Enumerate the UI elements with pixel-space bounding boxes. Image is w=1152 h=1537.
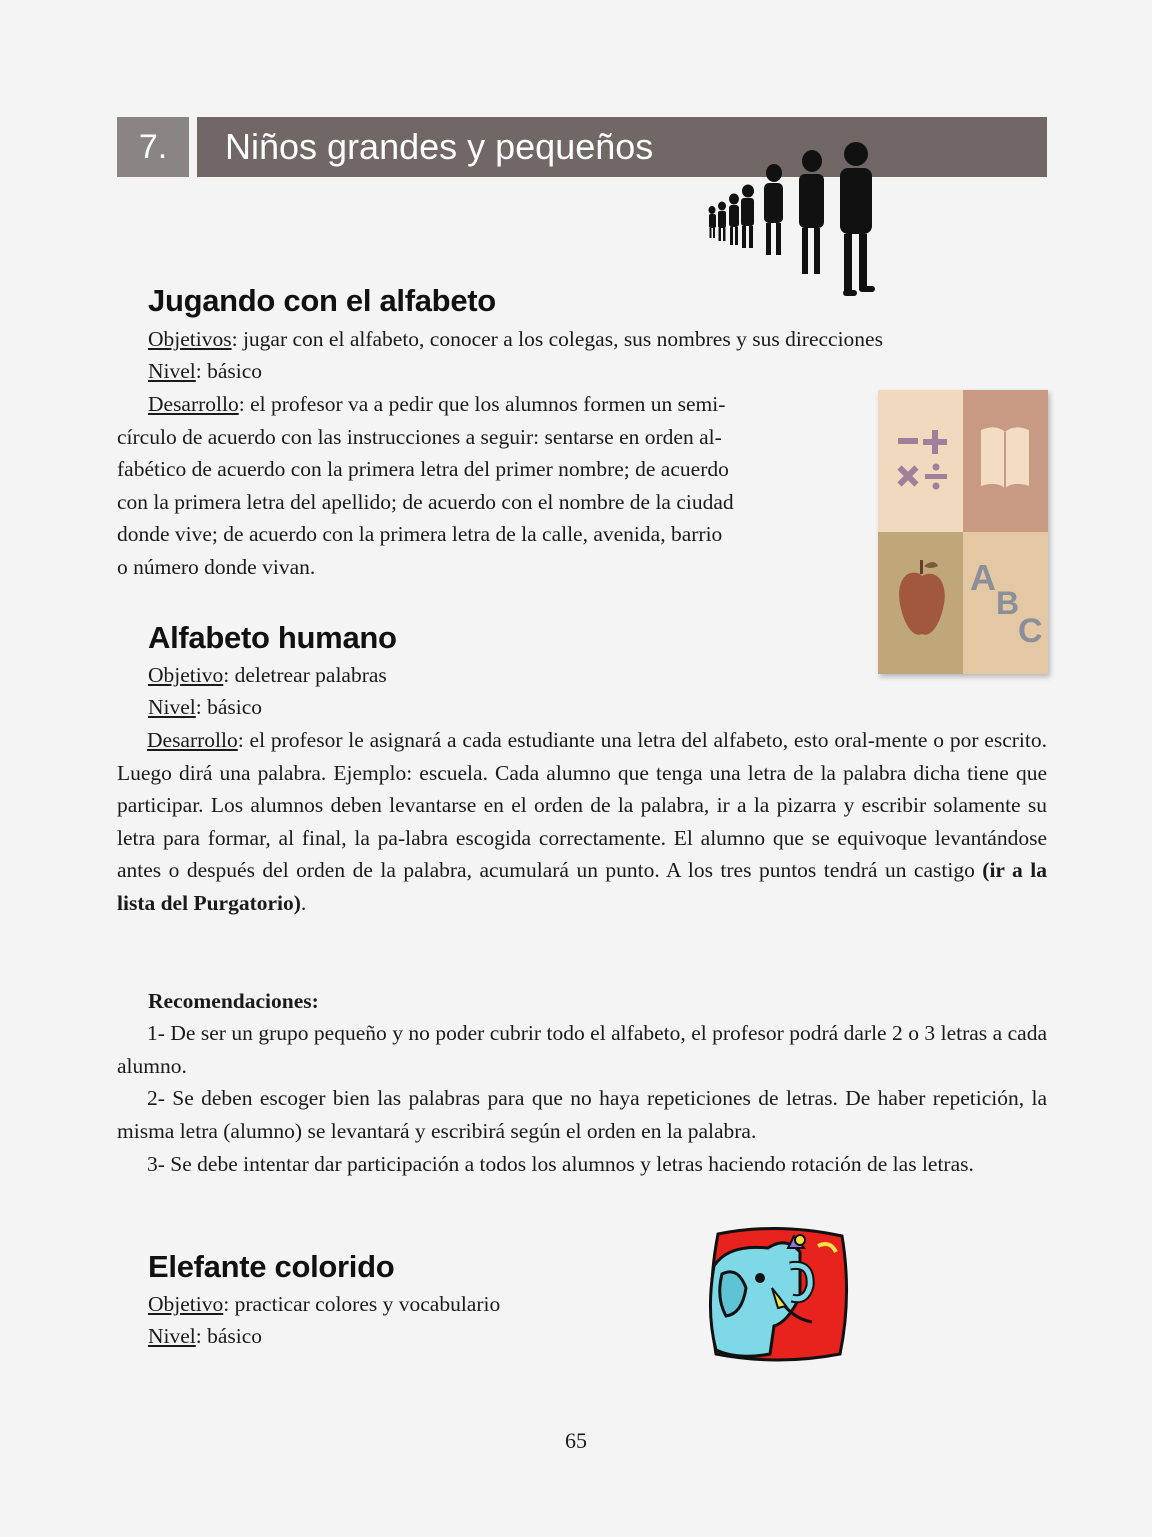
- recommendation-text: 2- Se deben escoger bien las palabras para que no haya repeticiones de letras. De haber repetición, la misma letra (alumno) se levantará y escribirá según el orden en la palabra.: [117, 1086, 1047, 1143]
- recommendation-item: [117, 1017, 1047, 1082]
- level-line: [148, 355, 262, 387]
- development-end: .: [300, 890, 307, 915]
- elephant-clipart-illustration: [708, 1226, 850, 1362]
- section-title-alfabeto-humano: Alfabeto humano: [148, 620, 397, 655]
- objective-label: Objetivos: [148, 327, 232, 351]
- level-text: : básico: [195, 359, 263, 383]
- level-line: [148, 691, 262, 723]
- page-number: 65: [565, 1428, 587, 1453]
- objective-label: Objetivo: [148, 1292, 224, 1316]
- open-book-icon: [981, 427, 1029, 488]
- objective-text: : practicar colores y vocabulario: [223, 1292, 501, 1316]
- development-line: donde vive; de acuerdo con la primera letra de la calle, avenida, barrio: [117, 522, 723, 546]
- recommendation-text: 3- Se debe intentar dar participación a todos los alumnos y letras haciendo rotación de las letras.: [147, 1152, 974, 1176]
- development-line: círculo de acuerdo con las instrucciones a seguir: sentarse en orden al-: [117, 425, 722, 449]
- section-title-elefante: Elefante colorido: [148, 1249, 395, 1284]
- chapter-number: 7.: [117, 117, 189, 177]
- development-text: : el profesor va a pedir que los alumnos formen un semi-: [238, 392, 726, 416]
- children-silhouettes-illustration: [700, 140, 890, 305]
- school-subjects-illustration: [878, 390, 1048, 674]
- development-label: Desarrollo: [148, 392, 239, 416]
- section-title-jugando: Jugando con el alfabeto: [148, 283, 496, 318]
- objective-text: : deletrear palabras: [223, 663, 387, 687]
- recommendation-item: [117, 1082, 1047, 1147]
- recommendations-title: Recomendaciones:: [148, 989, 319, 1013]
- development-paragraph: [117, 724, 1047, 920]
- development-line: fabético de acuerdo con la primera letra del primer nombre; de acuerdo: [117, 457, 729, 481]
- development-line: con la primera letra del apellido; de acuerdo con el nombre de la ciudad: [117, 490, 734, 514]
- development-line: o número donde vivan.: [117, 555, 316, 579]
- objective-label: Objetivo: [148, 663, 224, 687]
- svg-text:B: B: [996, 585, 1020, 621]
- recommendation-item: [117, 1148, 1047, 1181]
- objective-line: [148, 323, 883, 355]
- recommendation-text: 1- De ser un grupo pequeño y no poder cubrir todo el alfabeto, el profesor podrá darle 2 o 3 letras a cada alumno.: [117, 1021, 1047, 1078]
- level-text: : básico: [195, 695, 263, 719]
- level-label: Nivel: [148, 1324, 196, 1348]
- svg-text:C: C: [1018, 612, 1043, 650]
- level-label: Nivel: [148, 695, 196, 719]
- objective-line: [148, 659, 387, 691]
- development-text: : el profesor le asignará a cada estudiante una letra del alfabeto, esto oral-mente o por escrito. Luego dirá una palabra. Ejemplo: escuela. Cada alumno que tenga una letra de la palabra dicha tiene que participar. Los alumnos deben levantarse en el orden de la palabra, ir a la pizarra y escribir solamente su letra para formar, al final, la pa-labra escogida correctamente. El alumno que se equivoque levantándose antes o después del orden de la palabra, acumulará un punto. A los tres puntos tendrá un castigo: [117, 728, 1047, 883]
- svg-text:A: A: [970, 557, 996, 598]
- level-line: [148, 1320, 262, 1352]
- development-line: [148, 388, 725, 420]
- objective-line: [148, 1288, 500, 1320]
- level-label: Nivel: [148, 359, 196, 383]
- level-text: : básico: [195, 1324, 263, 1348]
- development-bold-text: (ir a la lista del Purgatorio): [117, 858, 1048, 915]
- objective-text: : jugar con el alfabeto, conocer a los colegas, sus nombres y sus direcciones: [231, 327, 883, 351]
- chapter-title: Niños grandes y pequeños: [197, 117, 1047, 177]
- development-label: Desarrollo: [147, 728, 238, 752]
